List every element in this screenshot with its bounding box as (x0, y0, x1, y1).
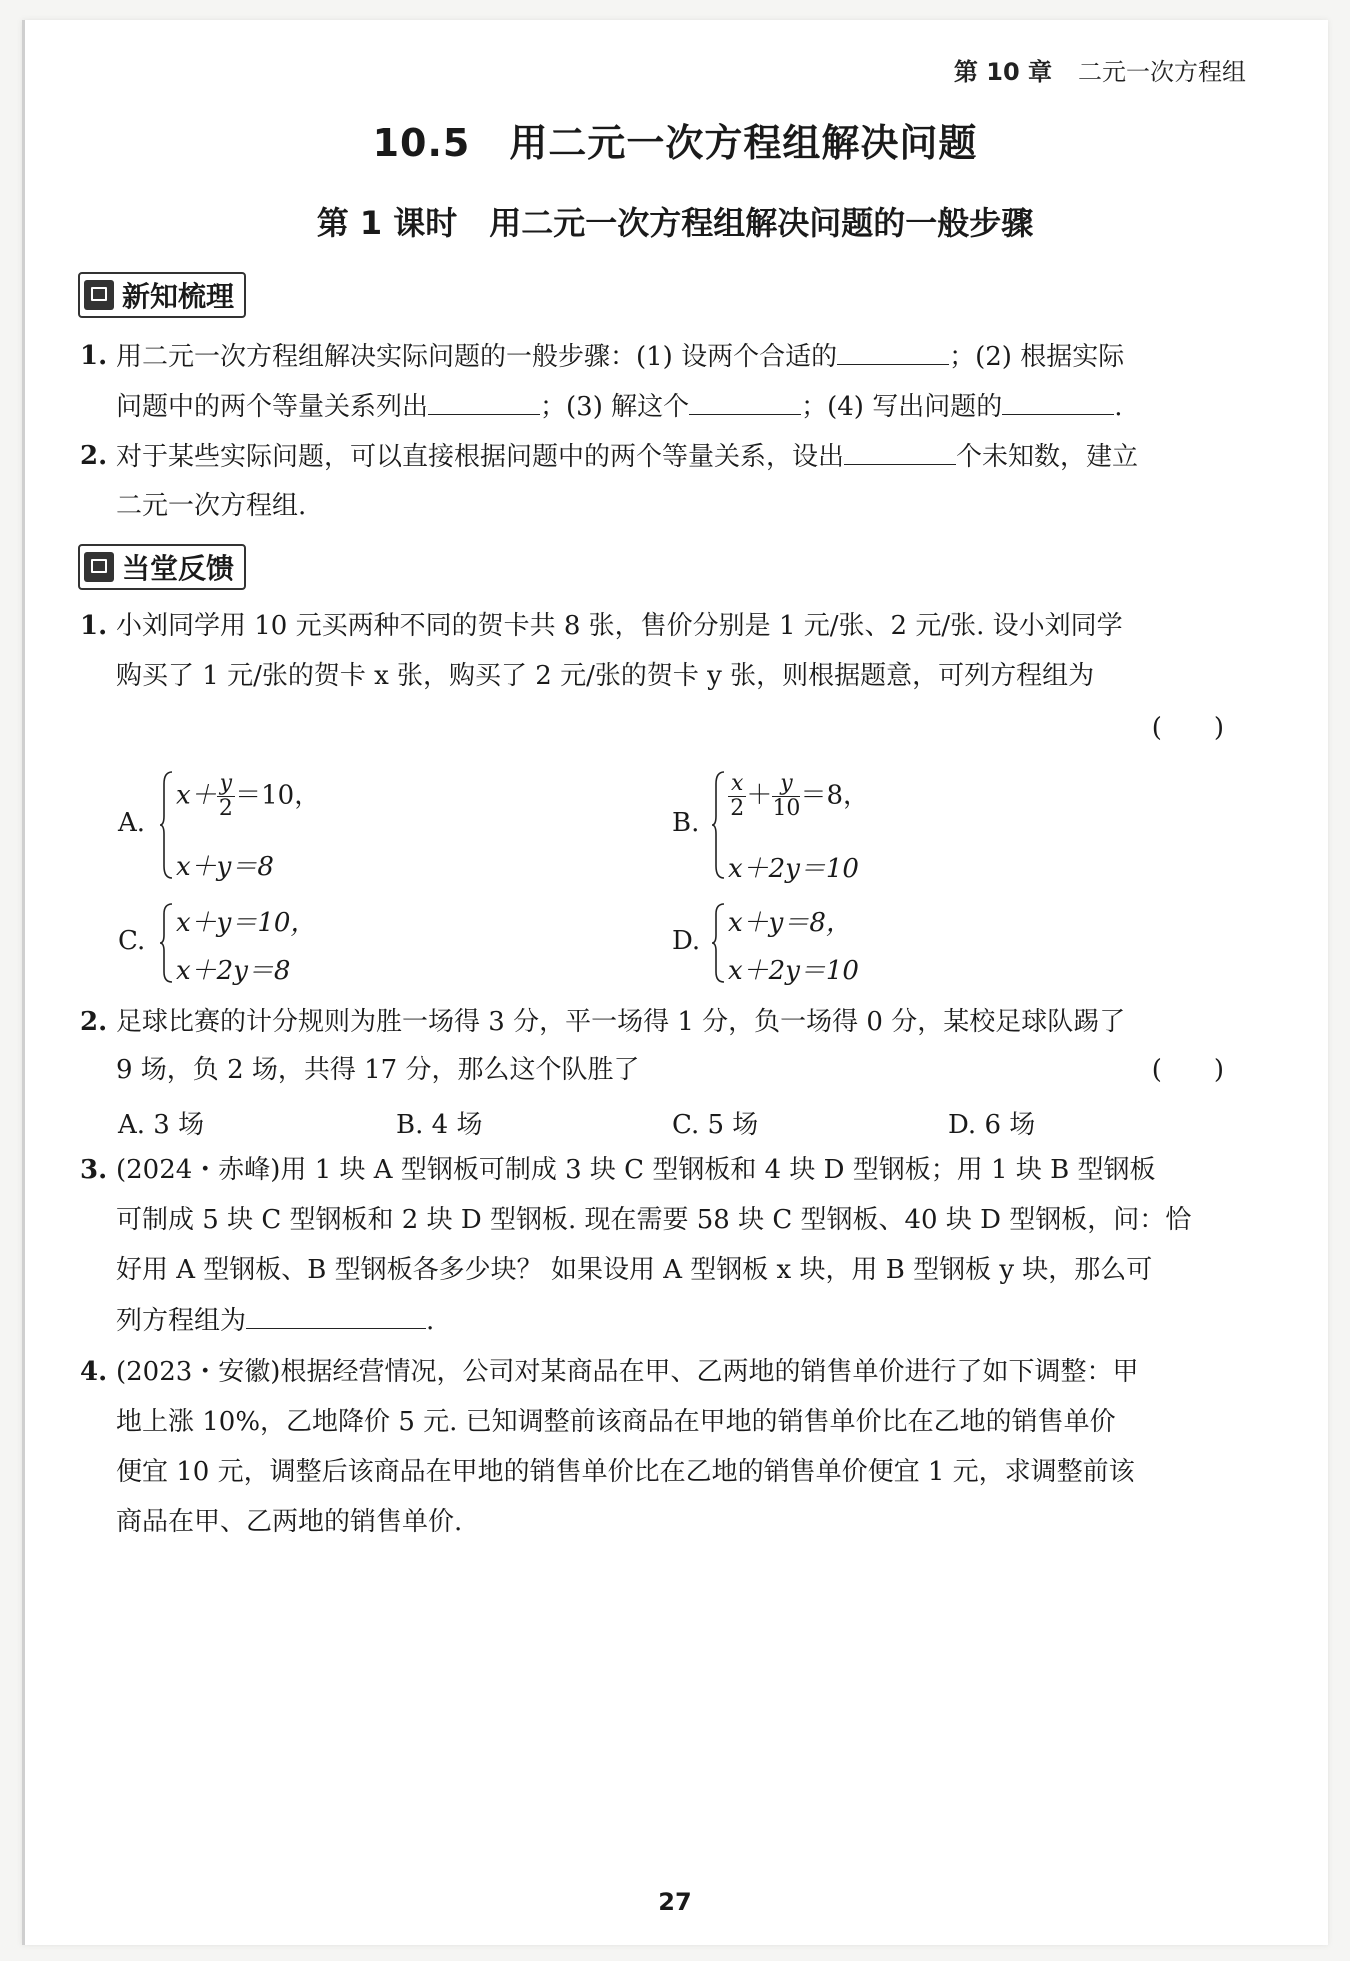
equation-line: x＋y＝8 (176, 852, 274, 882)
fraction-numerator: y (772, 772, 800, 797)
question-line: (2024・赤峰)用 1 块 A 型钢板可制成 3 块 C 型钢板和 4 块 D 型钢板；用 1 块 B 型钢板 (116, 1155, 1156, 1185)
question-text: 列方程组为 (116, 1306, 247, 1336)
question-number: 4. (80, 1357, 108, 1387)
question-line: 商品在甲、乙两地的销售单价. (116, 1507, 463, 1537)
running-header (954, 52, 1246, 87)
item-text: ；(2) 根据实际 (949, 342, 1125, 372)
section-heading-label: 当堂反馈 (122, 552, 235, 585)
item-text: 对于某些实际问题，可以直接根据问题中的两个等量关系，设出 (116, 442, 845, 472)
equation-line: x＋2y＝10 (728, 854, 859, 884)
equation-text: ＝8， (800, 780, 869, 811)
item-text: ；(3) 解这个 (540, 392, 690, 422)
item-number: 2. (80, 441, 108, 471)
answer-blank[interactable] (428, 386, 540, 415)
question-text: . (426, 1306, 435, 1336)
option-a-label[interactable]: A. (118, 808, 146, 838)
page-edge (22, 20, 25, 1945)
answer-blank[interactable] (837, 336, 949, 365)
question-line: 9 场，负 2 场，共得 17 分，那么这个队胜了 (116, 1055, 640, 1085)
item-line (116, 436, 1138, 477)
item-text: . (1114, 392, 1123, 422)
fraction-numerator: x (728, 772, 746, 797)
answer-blank[interactable] (1002, 386, 1114, 415)
item-number: 1. (80, 341, 108, 371)
item-text: ；(4) 写出问题的 (801, 392, 1003, 422)
option-b[interactable]: B. 4 场 (396, 1110, 483, 1140)
equation-text: x＋ (176, 780, 217, 811)
option-c-label[interactable]: C. (118, 926, 146, 956)
equation-line: x＋y＝10， (176, 908, 317, 938)
answer-parentheses[interactable]: ( ) (1151, 1055, 1224, 1085)
question-line: 可制成 5 块 C 型钢板和 2 块 D 型钢板. 现在需要 58 块 C 型钢板、40 块 D 型钢板，问：恰 (116, 1205, 1192, 1235)
answer-blank[interactable] (246, 1300, 426, 1329)
page-number: 27 (658, 1888, 692, 1916)
equation-line: x＋2y＝10 (728, 956, 859, 986)
equation-line (176, 772, 320, 821)
item-line (116, 336, 1124, 377)
chapter-number: 第 10 章 (953, 58, 1052, 86)
brace-icon (712, 770, 726, 880)
question-number: 2. (80, 1007, 108, 1037)
chapter-title: 二元一次方程组 (1078, 58, 1246, 86)
page-title: 10.5 用二元一次方程组解决问题 (372, 121, 978, 165)
fraction-denominator: 2 (218, 796, 233, 821)
option-c[interactable]: C. 5 场 (672, 1110, 759, 1140)
fraction (217, 772, 235, 821)
fraction (728, 772, 746, 821)
question-line: 足球比赛的计分规则为胜一场得 3 分，平一场得 1 分，负一场得 0 分，某校足球队踢了 (116, 1007, 1126, 1037)
lesson-subtitle: 第 1 课时 用二元一次方程组解决问题的一般步骤 (316, 204, 1034, 242)
brace-icon (160, 770, 174, 880)
equation-text: ＝10， (235, 780, 321, 811)
fraction-denominator: 2 (730, 796, 745, 821)
question-line: 地上涨 10%，乙地降价 5 元. 已知调整前该商品在甲地的销售单价比在乙地的销售单价 (116, 1407, 1116, 1437)
item-text: 用二元一次方程组解决实际问题的一般步骤：(1) 设两个合适的 (116, 342, 838, 372)
option-d[interactable]: D. 6 场 (948, 1110, 1036, 1140)
equation-line (728, 772, 869, 821)
question-line: 购买了 1 元/张的贺卡 x 张，购买了 2 元/张的贺卡 y 张，则根据题意，可列方程组为 (116, 661, 1095, 691)
pencil-icon (84, 552, 114, 582)
equation-line: x＋2y＝8 (176, 956, 291, 986)
fraction (772, 772, 800, 821)
option-a[interactable]: A. 3 场 (118, 1110, 205, 1140)
question-number: 3. (80, 1155, 108, 1185)
answer-blank[interactable] (844, 436, 956, 465)
book-icon (84, 280, 114, 310)
question-line: 便宜 10 元，调整后该商品在甲地的销售单价比在乙地的销售单价便宜 1 元，求调整前该 (116, 1457, 1135, 1487)
equation-line: x＋y＝8， (728, 908, 852, 938)
answer-blank[interactable] (689, 386, 801, 415)
brace-icon (712, 902, 726, 984)
item-text: 个未知数，建立 (956, 442, 1139, 472)
fraction-numerator: y (217, 772, 235, 797)
option-d-label[interactable]: D. (672, 926, 701, 956)
item-line (116, 386, 1123, 427)
item-line: 二元一次方程组. (116, 491, 307, 521)
section-heading-new-knowledge (78, 272, 246, 318)
answer-parentheses[interactable]: ( ) (1151, 713, 1224, 743)
fraction-denominator: 10 (772, 796, 801, 821)
question-line (116, 1300, 434, 1341)
equation-text: ＋ (746, 780, 773, 811)
question-line: (2023・安徽)根据经营情况，公司对某商品在甲、乙两地的销售单价进行了如下调整：甲 (116, 1357, 1139, 1387)
section-heading-label: 新知梳理 (122, 280, 235, 313)
question-line: 小刘同学用 10 元买两种不同的贺卡共 8 张，售价分别是 1 元/张、2 元/张. 设小刘同学 (116, 611, 1123, 641)
question-number: 1. (80, 611, 108, 641)
section-heading-classroom-feedback (78, 544, 246, 590)
item-text: 问题中的两个等量关系列出 (116, 392, 429, 422)
option-b-label[interactable]: B. (672, 808, 700, 838)
brace-icon (160, 902, 174, 984)
question-line: 好用 A 型钢板、B 型钢板各多少块？ 如果设用 A 型钢板 x 块，用 B 型钢板 y 块，那么可 (116, 1255, 1153, 1285)
